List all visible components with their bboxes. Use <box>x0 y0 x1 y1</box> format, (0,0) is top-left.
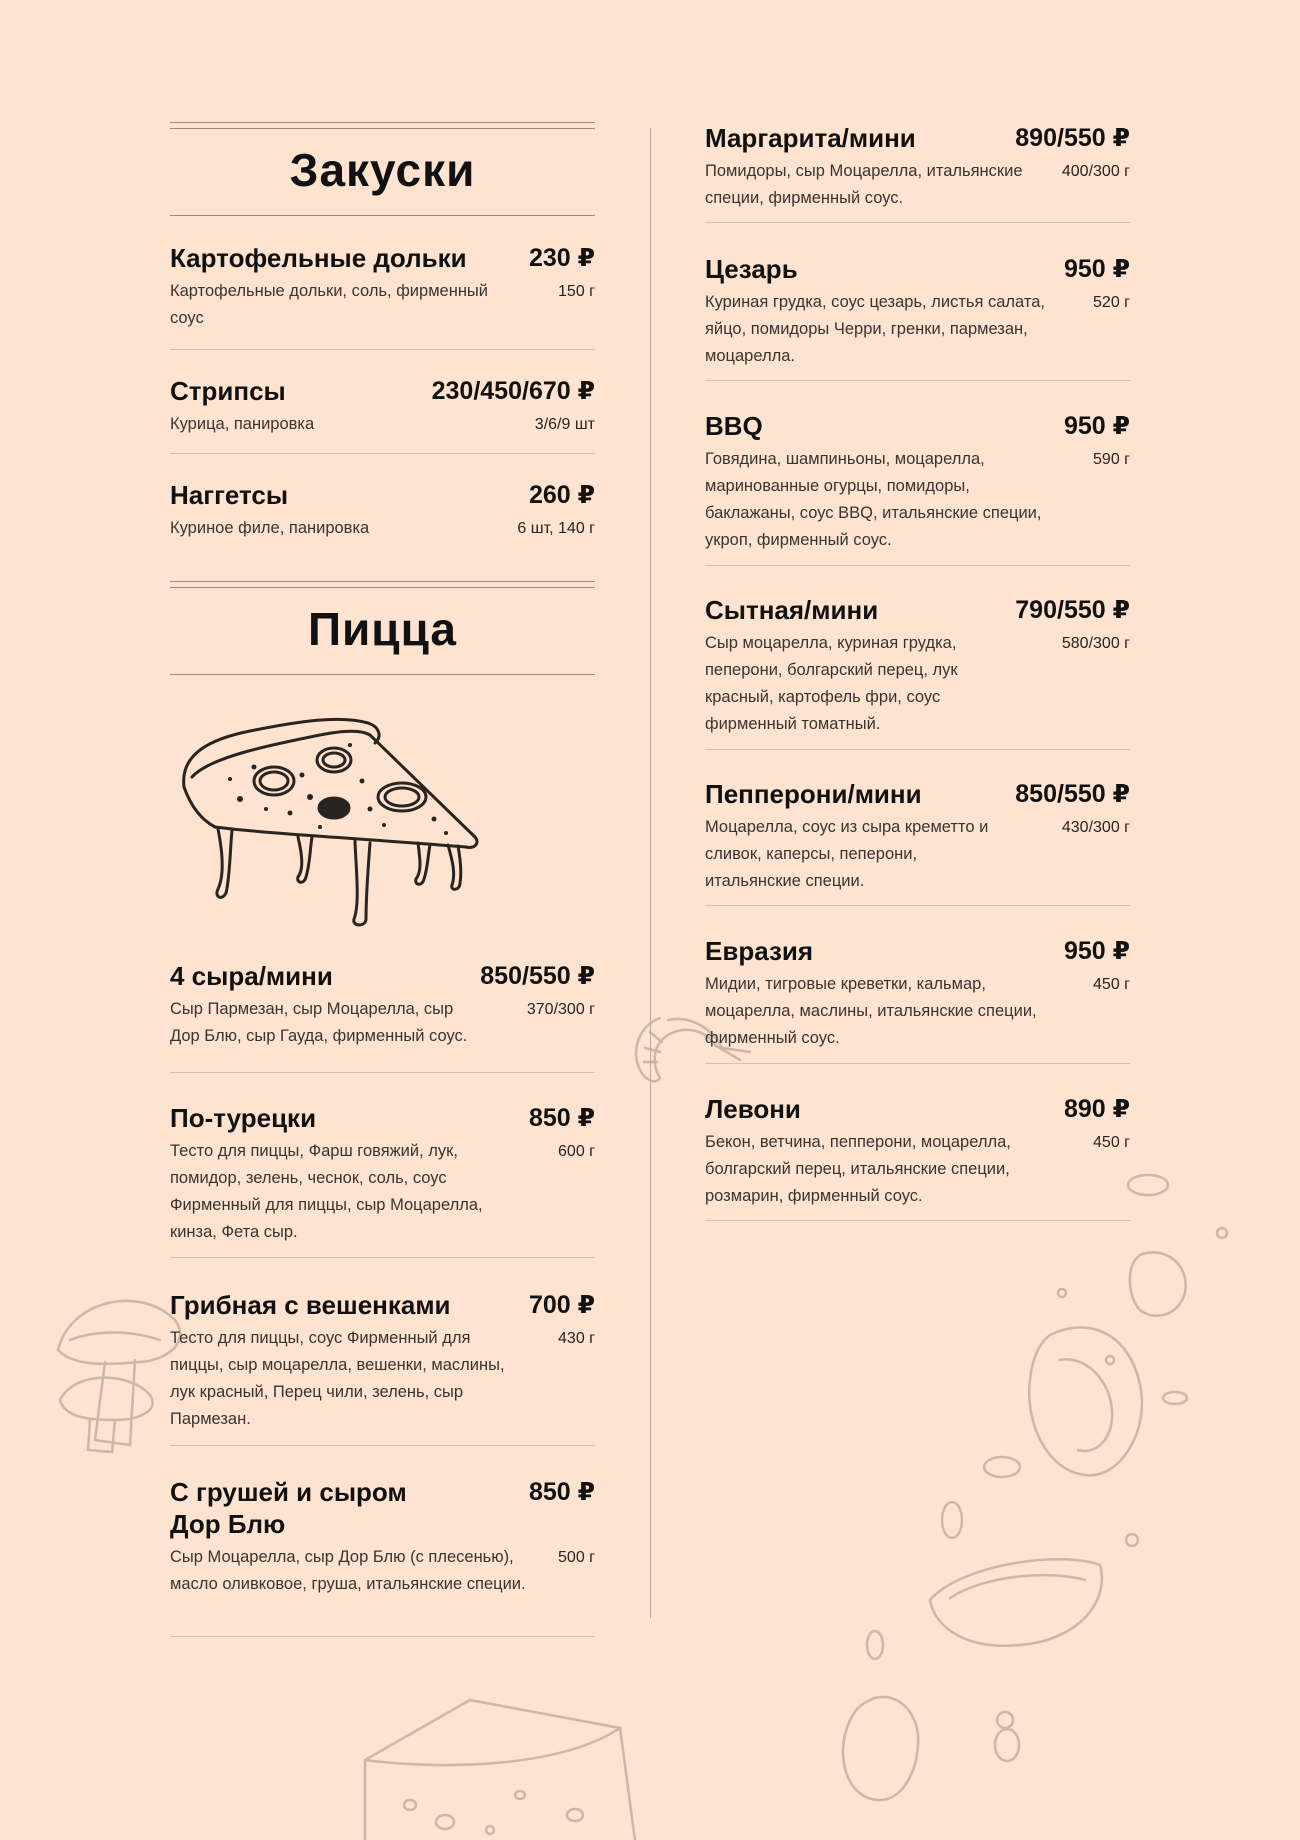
item-description: Сыр моцарелла, куриная грудка, пеперони, болгарский перец, лук красный, картофель фри, соус фирменный томатный. <box>705 634 958 733</box>
menu-item <box>170 1476 595 1637</box>
section-title-pizza: Пицца <box>307 603 458 655</box>
pizza-header <box>170 581 595 675</box>
item-weight: 600 г <box>558 1143 595 1160</box>
item-name: Наггетсы <box>170 480 289 510</box>
item-name: Сытная/мини <box>705 595 879 625</box>
item-price: 850 ₽ <box>528 1478 595 1506</box>
column-divider <box>650 128 651 1618</box>
item-description: Говядина, шампиньоны, моцарелла, маринованные огурцы, помидоры, баклажаны, соус BBQ, итальянские специи, укроп, фирменный соус. <box>705 450 1042 549</box>
item-description: Тесто для пиццы, Фарш говяжий, лук, помидор, зелень, чеснок, соль, соус Фирменный для пиццы, сыр Моцарелла, кинза, Фета сыр. <box>170 1142 483 1241</box>
item-name: Маргарита/мини <box>705 123 916 153</box>
item-weight: 6 шт, 140 г <box>517 520 595 537</box>
section-title-snacks: Закуски <box>289 144 476 196</box>
item-description: Картофельные дольки, соль, фирменный соус <box>170 282 489 327</box>
item-weight: 400/300 г <box>1061 163 1130 180</box>
item-price: 230/450/670 ₽ <box>431 377 595 405</box>
left-column <box>170 122 595 1637</box>
right-column <box>705 122 1130 1221</box>
item-description: Сыр Пармезан, сыр Моцарелла, сыр Дор Блю, сыр Гауда, фирменный соус. <box>170 1000 468 1045</box>
item-price: 850/550 ₽ <box>1015 780 1130 808</box>
item-description: Курица, панировка <box>170 415 315 433</box>
item-description: Мидии, тигровые креветки, кальмар, моцарелла, маслины, итальянские специи, фирменный соус. <box>705 975 1037 1047</box>
menu-item <box>705 122 1130 223</box>
item-weight: 430/300 г <box>1061 819 1130 836</box>
item-price: 850/550 ₽ <box>480 962 595 990</box>
item-weight: 450 г <box>1093 976 1130 993</box>
item-weight: 580/300 г <box>1061 635 1130 652</box>
item-price: 850 ₽ <box>528 1104 595 1132</box>
item-name: 4 сыра/мини <box>170 961 333 991</box>
menu-item <box>705 594 1130 750</box>
item-weight: 370/300 г <box>526 1001 595 1018</box>
item-price: 950 ₽ <box>1063 255 1130 283</box>
tomato-icon <box>843 1175 1227 1800</box>
item-name: Цезарь <box>705 254 798 284</box>
item-name: Картофельные дольки <box>170 243 467 273</box>
header-bottom-rule <box>170 215 595 216</box>
item-name: BBQ <box>705 411 763 441</box>
item-description: Сыр Моцарелла, сыр Дор Блю (с плесенью), масло оливковое, груша, итальянские специи. <box>170 1548 526 1593</box>
menu-item <box>170 242 595 350</box>
item-price: 890 ₽ <box>1063 1095 1130 1123</box>
item-name: По-турецки <box>170 1103 317 1133</box>
pizza-slice-icon <box>170 709 490 927</box>
item-description: Куриная грудка, соус цезарь, листья салата, яйцо, помидоры Черри, гренки, пармезан, моцарелла. <box>705 293 1045 365</box>
item-description: Бекон, ветчина, пепперони, моцарелла, болгарский перец, итальянские специи, розмарин, фирменный соус. <box>705 1133 1011 1205</box>
menu-item <box>170 479 595 581</box>
menu-item <box>170 1102 595 1258</box>
item-weight: 430 г <box>558 1330 595 1347</box>
menu-item <box>705 253 1130 381</box>
item-weight: 150 г <box>558 283 595 300</box>
mushroom-icon <box>58 1301 180 1452</box>
item-price: 230 ₽ <box>528 244 595 272</box>
menu-item <box>705 935 1130 1064</box>
item-name: Пепперони/мини <box>705 779 922 809</box>
item-price: 700 ₽ <box>528 1291 595 1319</box>
item-description: Тесто для пиццы, соус Фирменный для пиццы, сыр моцарелла, вешенки, маслины, лук красный, Перец чили, зелень, сыр Пармезан. <box>170 1329 505 1428</box>
menu-item <box>170 1289 595 1446</box>
item-price: 950 ₽ <box>1063 937 1130 965</box>
menu-item <box>705 410 1130 566</box>
item-name: С грушей и сыром Дор Блю <box>170 1477 407 1539</box>
snacks-header <box>170 122 595 216</box>
menu-item <box>705 778 1130 906</box>
item-name: Левони <box>705 1094 801 1124</box>
item-description: Моцарелла, соус из сыра креметто и сливок, каперсы, пеперони, итальянские специи. <box>705 818 989 890</box>
item-name: Евразия <box>705 936 814 966</box>
item-weight: 450 г <box>1093 1134 1130 1151</box>
header-top-rule <box>170 122 595 129</box>
item-weight: 590 г <box>1093 451 1130 468</box>
item-weight: 3/6/9 шт <box>534 416 595 433</box>
item-price: 890/550 ₽ <box>1015 124 1130 152</box>
menu-item <box>170 375 595 454</box>
item-description: Куриное филе, панировка <box>170 519 370 537</box>
item-description: Помидоры, сыр Моцарелла, итальянские специи, фирменный соус. <box>705 162 1023 207</box>
item-weight: 520 г <box>1093 294 1130 311</box>
item-name: Стрипсы <box>170 376 286 406</box>
item-name: Грибная с вешенками <box>170 1290 451 1320</box>
item-price: 950 ₽ <box>1063 412 1130 440</box>
item-weight: 500 г <box>558 1549 595 1566</box>
menu-item <box>705 1093 1130 1221</box>
item-price: 790/550 ₽ <box>1015 596 1130 624</box>
item-price: 260 ₽ <box>528 481 595 509</box>
header-top-rule <box>170 581 595 588</box>
menu-item <box>170 960 595 1073</box>
header-bottom-rule <box>170 674 595 675</box>
cheese-icon <box>365 1700 635 1840</box>
